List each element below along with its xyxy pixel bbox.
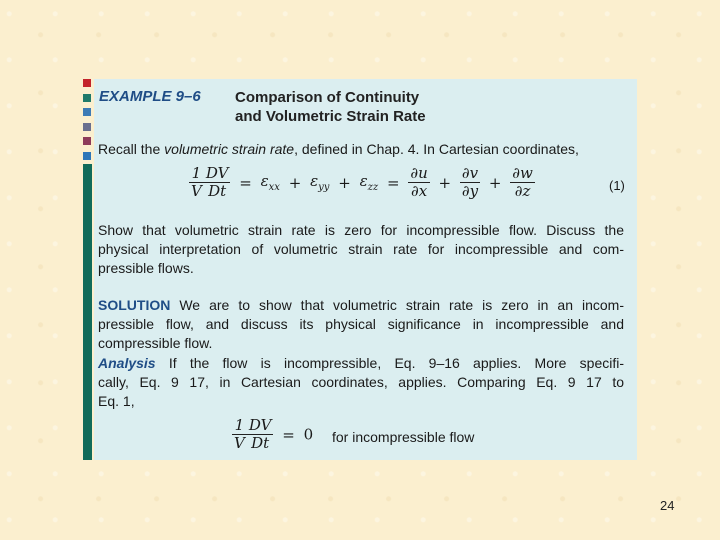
fraction-du-dx	[408, 165, 429, 200]
analysis-label: Analysis	[98, 355, 156, 371]
frac-den: V	[234, 434, 245, 452]
frac-num: ∂w	[512, 164, 533, 182]
frac-den: Dt	[251, 434, 270, 452]
frac-num: ∂v	[461, 164, 479, 182]
analysis-line-text: If the flow is incompressible, Eq. 9–16 applies. More specifi-	[155, 355, 624, 371]
frac-num: ∂u	[410, 164, 428, 182]
equation-number: (1)	[609, 178, 625, 193]
solution-line: pressible flow, and discuss its physical significance in incompressible and	[98, 316, 624, 332]
accent-square	[83, 123, 91, 131]
example-heading	[235, 88, 426, 126]
equals-sign: =	[386, 173, 400, 192]
frac-den: ∂z	[514, 182, 531, 200]
solution-label: SOLUTION	[98, 297, 171, 313]
intro-pre: Recall the	[98, 141, 165, 157]
subscript: yy	[318, 182, 330, 193]
strain-zz	[359, 172, 379, 193]
example-panel	[94, 79, 637, 460]
accent-square	[83, 108, 91, 116]
problem-statement	[98, 221, 624, 278]
frac-den: ∂y	[461, 182, 479, 200]
subscript: zz	[367, 182, 379, 193]
equals-sign: =	[239, 173, 252, 192]
plus-sign: +	[488, 173, 502, 192]
frac-num: 1	[189, 165, 204, 183]
solution-text	[98, 296, 624, 353]
epsilon: ε	[359, 172, 368, 190]
page-number: 24	[660, 498, 675, 513]
accent-square	[83, 79, 91, 87]
equation-incompressible	[232, 417, 313, 452]
example-label: EXAMPLE 9–6	[99, 88, 201, 105]
fraction-dv-dt	[247, 417, 274, 452]
strain-xx	[260, 172, 280, 193]
intro-text	[98, 140, 624, 159]
frac-num: DV	[248, 416, 272, 434]
frac-num: 1	[232, 417, 247, 435]
analysis-line: Eq. 1,	[98, 393, 135, 409]
strain-yy	[310, 172, 330, 193]
epsilon: ε	[260, 172, 269, 190]
accent-squares	[83, 79, 94, 166]
frac-den: ∂x	[410, 182, 428, 200]
analysis-text	[98, 354, 624, 411]
accent-square	[83, 137, 91, 145]
equation-volumetric-strain	[189, 165, 535, 200]
subscript: xx	[268, 182, 280, 193]
intro-post: , defined in Chap. 4. In Cartesian coordinates,	[294, 141, 579, 157]
plus-sign: +	[438, 173, 452, 192]
frac-den: Dt	[208, 182, 227, 200]
frac-den: V	[191, 182, 202, 200]
problem-line: physical interpretation of volumetric strain rate for incompressible and com-	[98, 241, 624, 257]
zero-value: 0	[303, 425, 314, 444]
accent-square	[83, 152, 91, 160]
fraction-dw-dz	[510, 165, 535, 200]
fraction-one-over-v	[232, 417, 247, 452]
analysis-line	[98, 354, 624, 373]
fraction-dv-dy	[460, 165, 480, 200]
accent-bar	[83, 164, 92, 460]
solution-line: compressible flow.	[98, 335, 213, 351]
frac-num: DV	[205, 164, 229, 182]
plus-sign: +	[338, 173, 351, 192]
example-heading-line1: Comparison of Continuity	[235, 89, 420, 106]
accent-square	[83, 94, 91, 102]
fraction-one-over-v	[189, 165, 204, 200]
fraction-dv-dt	[204, 165, 231, 200]
intro-emphasis: volumetric strain rate	[164, 141, 295, 157]
epsilon: ε	[310, 172, 319, 190]
problem-line: pressible flows.	[98, 260, 194, 276]
example-heading-line2: and Volumetric Strain Rate	[235, 108, 426, 125]
equals-sign: =	[282, 425, 295, 444]
solution-line-text: We are to show that volumetric strain rate is zero in an incom-	[170, 297, 624, 313]
analysis-line: cally, Eq. 9 17, in Cartesian coordinates, applies. Comparing Eq. 9 17 to	[98, 374, 624, 390]
plus-sign: +	[288, 173, 302, 192]
solution-line	[98, 296, 624, 315]
equation-condition: for incompressible flow	[332, 429, 475, 445]
problem-line: Show that volumetric strain rate is zero for incompressible flow. Discuss the	[98, 222, 624, 238]
